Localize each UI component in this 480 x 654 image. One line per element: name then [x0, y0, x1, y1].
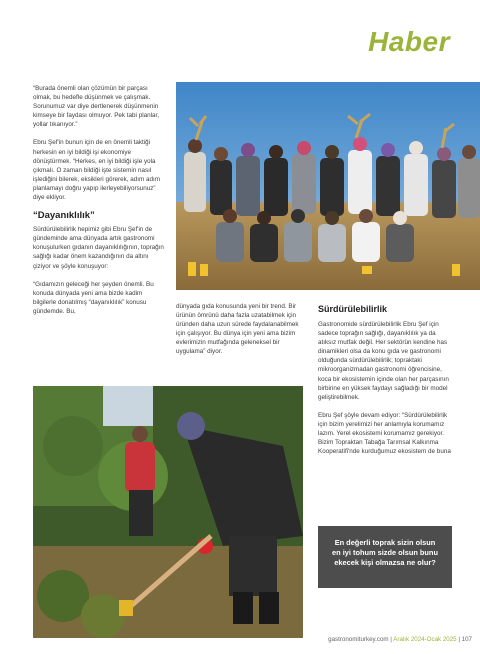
- paragraph-gidamizin-gelecegi: “Gıdamızın geleceği her şeyden önemli. Bu konuda dünyada yeni ama bizde kadim bilgilerle donatılmış “dayanıklılık” konusu gündemde. Bu,: [33, 280, 154, 315]
- footer-separator: |: [390, 636, 392, 643]
- footer-separator: |: [458, 636, 460, 643]
- column-3: [318, 304, 452, 456]
- page-number: 107: [461, 636, 472, 643]
- group-photo: [176, 82, 480, 290]
- footer-issue: Aralık 2024-Ocak 2025: [393, 636, 457, 643]
- paragraph-surdurulebilirlik-gundem: Sürdürülebilirlik hepimiz gibi Ebru Şef'in de gündeminde ama dünyada artık gastronomi konuşulurken gıdanın dayanıklılığının, toprağın sağlığı kadar önem kazandığının da altını çiziyor ve şöyle konuşuyor:: [33, 226, 164, 270]
- heading-dayaniklilik: “Dayanıklılık”: [33, 210, 95, 222]
- heading-surdurulebilirlik: Sürdürülebilirlik: [318, 304, 388, 314]
- paragraph-taktik: Ebru Şef'in bunun için de en önemli taktiği herkesin en iyi bildiği işi ekonomiye dönüştürmek. “Herkes, en iyi bildiği işle yola çıkmalı. O zaman bildiği işte sistemin nasıl işlediğini bilerek, eksikleri görerek, adım adım planlamayı doğru yapıp ilerleyebiliyorsunuz” diye ekliyor.: [33, 139, 161, 202]
- paragraph-ebru-sef-devam: Ebru Şef şöyle devam ediyor: “Sürdürülebilirlik için bizim yerelimizi her anlamıyla korumamız lazım. Yerel ekosistemi korumamız gerekiyor. Bizim Topraktan Tabağa Tarımsal Kalkınma Kooperatifi'nde kurduğumuz ekosistem de buna: [318, 411, 451, 456]
- paragraph-trend: dünyada gıda konusunda yeni bir trend. Bir ürünün ömrünü daha fazla uzatabilmek için üründen daha uzun sürede faydalanabilmek için çalışıyor. Bu dünya için yeni ama bizim evlerimizin mutfağında geleneksel bir uygulama” diyor.: [176, 303, 299, 356]
- page-footer: [306, 636, 472, 643]
- column-1: [33, 84, 165, 316]
- section-title: Haber: [368, 26, 450, 57]
- intro-paragraph: “Burada önemli olan çözümün bir parçası olmak, bu hedefle düşünmek ve çalışmak. Sorunumuz var diye dertlenerek düşünmenin kimseye bir faydası olmuyor. Pek tabi planlar, yollar tıkanıyor.”: [33, 85, 159, 129]
- hoeing-photo: [33, 386, 303, 638]
- paragraph-gastronomide-surdurulebilirlik: Gastronomide sürdürülebilirlik Ebru Şef için sadece toprağın sağlığı, dayanıklılık ya da atıksız mutfak değil. Her sektörün kendine has dinamikleri olsa da konu gıda ve gastronomi olduğunda sürdürülebilirlik; topraktaki mikroorganizmadan gastronomi öğrencisine, koca bir ekosistemin içinde olan her parçasının birbirine en yüksek faydayı sağladığı bir model geliştirebilmek.: [318, 321, 449, 401]
- footer-site: gastronomiturkey.com: [328, 636, 389, 643]
- column-2: [176, 302, 306, 357]
- quote-callout: En değerli toprak sizin olsun en iyi tohum sizde olsun bunu ekecek kişi olmazsa ne olur?: [318, 526, 452, 588]
